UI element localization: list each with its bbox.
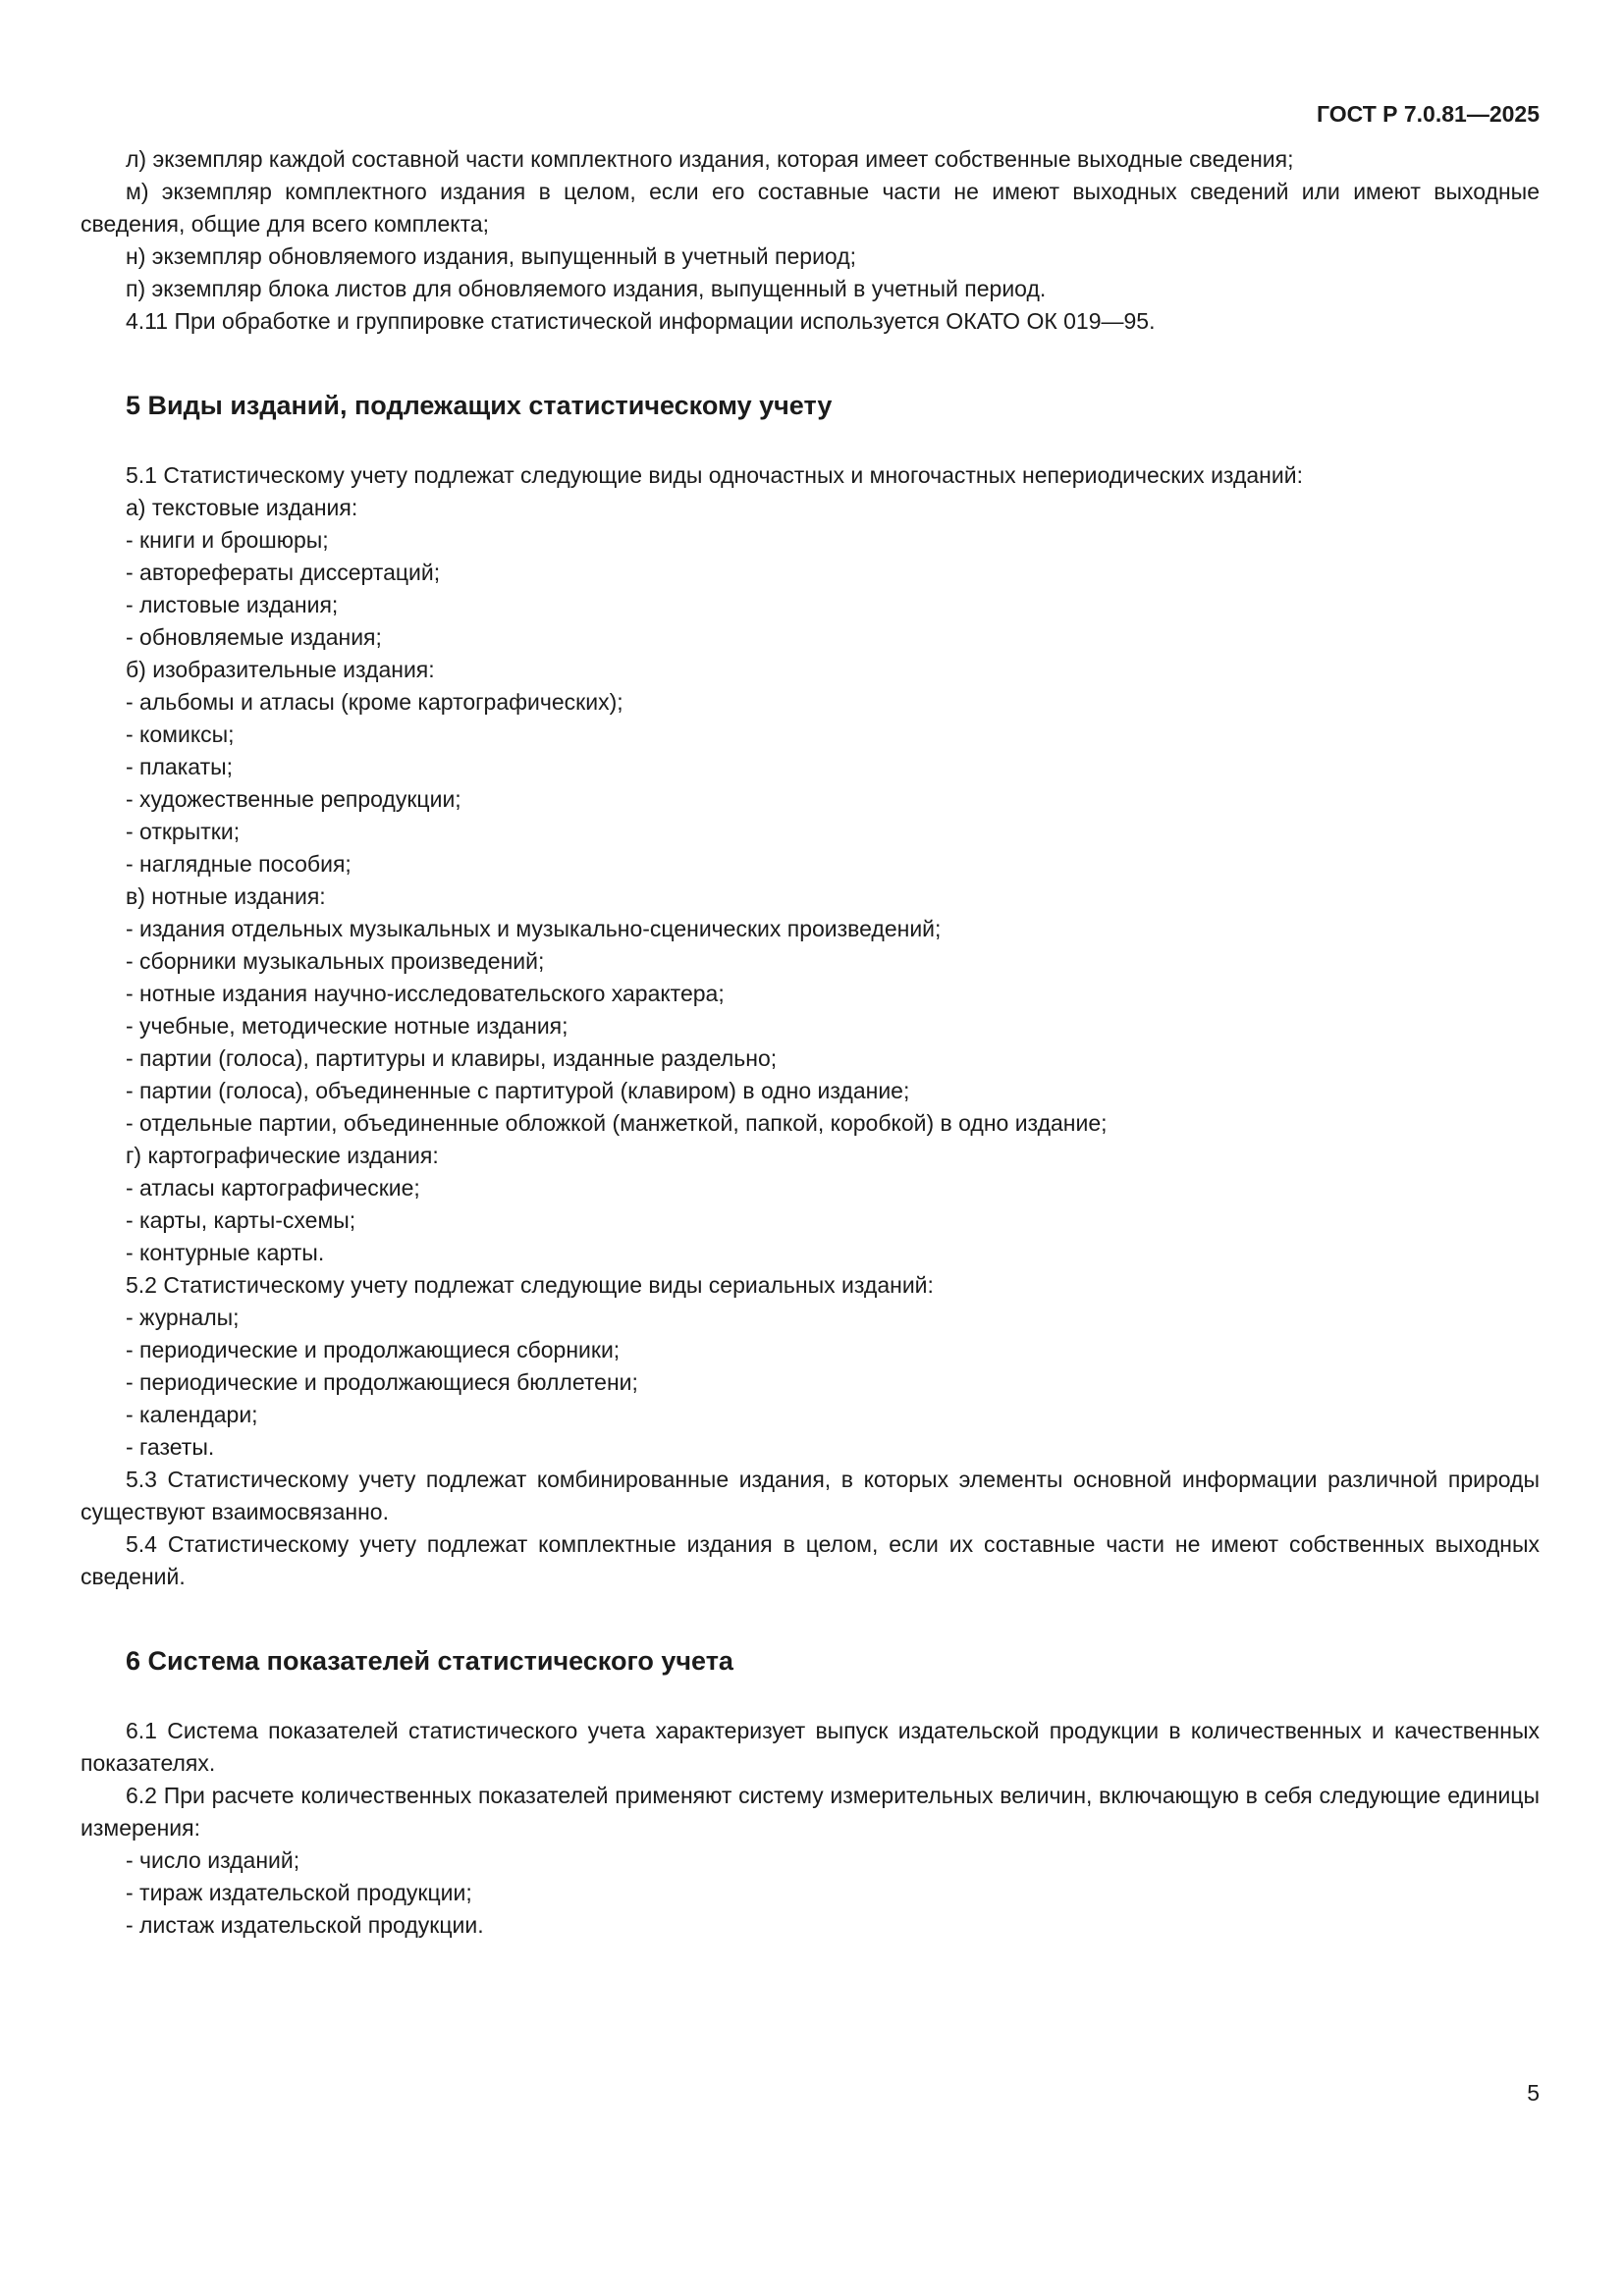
list-item: - открытки;: [126, 819, 241, 844]
paragraph: 5.4 Статистическому учету подлежат комплектные издания в целом, если их составные части не имеют собственных выходных сведений.: [81, 1531, 1540, 1589]
list-item: - обновляемые издания;: [126, 624, 382, 650]
paragraph: а) текстовые издания:: [126, 495, 358, 520]
list-item: - календари;: [126, 1402, 258, 1427]
paragraph: 5.1 Статистическому учету подлежат следующие виды одночастных и многочастных непериодических изданий:: [126, 462, 1303, 488]
list-item: - авторефераты диссертаций;: [126, 560, 441, 585]
list-item: - сборники музыкальных произведений;: [126, 948, 545, 974]
paragraph: 5.2 Статистическому учету подлежат следующие виды сериальных изданий:: [126, 1272, 934, 1298]
list-item: - тираж издательской продукции;: [126, 1880, 472, 1905]
list-item: - листовые издания;: [126, 592, 339, 617]
paragraph: п) экземпляр блока листов для обновляемого издания, выпущенный в учетный период.: [126, 276, 1047, 301]
paragraph: в) нотные издания:: [126, 883, 326, 909]
list-item: - издания отдельных музыкальных и музыкально-сценических произведений;: [126, 916, 942, 941]
running-header: ГОСТ Р 7.0.81—2025: [1317, 101, 1540, 127]
paragraph: б) изобразительные издания:: [126, 657, 435, 682]
list-item: - художественные репродукции;: [126, 786, 461, 812]
list-item: - книги и брошюры;: [126, 527, 329, 553]
list-item: - отдельные партии, объединенные обложкой (манжеткой, папкой, коробкой) в одно издание;: [126, 1110, 1108, 1136]
list-item: - число изданий;: [126, 1847, 300, 1873]
list-item: - учебные, методические нотные издания;: [126, 1013, 568, 1039]
document-content: [81, 143, 1540, 1942]
paragraph: 5.3 Статистическому учету подлежат комбинированные издания, в которых элементы основной информации различной природы существуют взаимосвязанно.: [81, 1467, 1540, 1524]
list-item: - альбомы и атласы (кроме картографических);: [126, 689, 623, 715]
section-heading: 6 Система показателей статистического учета: [126, 1646, 733, 1676]
paragraph: 6.2 При расчете количественных показателей применяют систему измерительных величин, включающую в себя следующие единицы измерения:: [81, 1783, 1540, 1841]
paragraph: н) экземпляр обновляемого издания, выпущенный в учетный период;: [126, 243, 857, 269]
list-item: - партии (голоса), партитуры и клавиры, изданные раздельно;: [126, 1045, 778, 1071]
list-item: - журналы;: [126, 1305, 240, 1330]
paragraph: л) экземпляр каждой составной части комплектного издания, которая имеет собственные выходные сведения;: [126, 146, 1294, 172]
paragraph: 4.11 При обработке и группировке статистической информации используется ОКАТО ОК 019—95.: [126, 308, 1156, 334]
list-item: - периодические и продолжающиеся бюллетени;: [126, 1369, 638, 1395]
list-item: - плакаты;: [126, 754, 234, 779]
list-item: - контурные карты.: [126, 1240, 325, 1265]
list-item: - партии (голоса), объединенные с партитурой (клавиром) в одно издание;: [126, 1078, 910, 1103]
list-item: - газеты.: [126, 1434, 215, 1460]
paragraph: м) экземпляр комплектного издания в целом, если его составные части не имеют выходных сведений или имеют выходные сведения, общие для всего комплекта;: [81, 179, 1540, 237]
list-item: - нотные издания научно-исследовательского характера;: [126, 981, 725, 1006]
list-item: - периодические и продолжающиеся сборники;: [126, 1337, 621, 1362]
list-item: - атласы картографические;: [126, 1175, 420, 1201]
list-item: - карты, карты-схемы;: [126, 1207, 356, 1233]
list-item: - листаж издательской продукции.: [126, 1912, 484, 1938]
list-item: - комиксы;: [126, 721, 235, 747]
section-heading: 5 Виды изданий, подлежащих статистическому учету: [126, 391, 833, 420]
paragraph: г) картографические издания:: [126, 1143, 439, 1168]
list-item: - наглядные пособия;: [126, 851, 352, 877]
page-number: 5: [1527, 2080, 1540, 2106]
paragraph: 6.1 Система показателей статистического учета характеризует выпуск издательской продукции в количественных и качественных показателях.: [81, 1718, 1540, 1776]
